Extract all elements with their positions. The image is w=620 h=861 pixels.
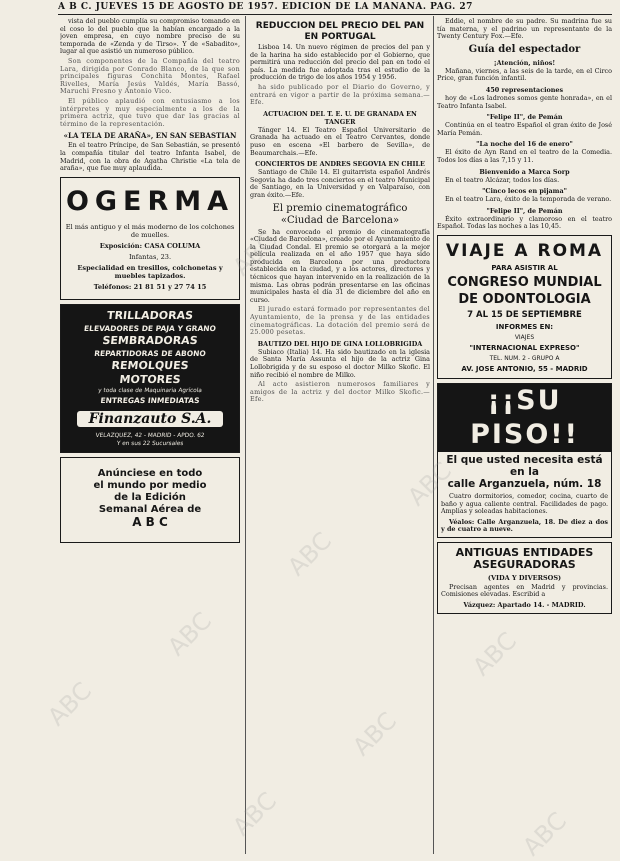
page-header: A B C. JUEVES 15 DE AGOSTO DE 1957. EDICION DE LA MAÑANA. PAG. 27 (58, 2, 473, 12)
listing-text: En el teatro Alcázar, todos los días. (445, 175, 560, 184)
ad-line: (VIDA Y DIVERSOS) (487, 573, 562, 582)
watermark: ABC (282, 526, 337, 582)
article-headline: BAUTIZO DEL HIJO DE GINA LOLLOBRIGIDA (257, 339, 423, 348)
ad-address: Vázquez: Apartado 14. - MADRID. (463, 601, 586, 610)
ad-line: ENTREGAS INMEDIATAS (100, 395, 200, 405)
ad-address: Véalos: Calle Arganzuela, 18. De diez a dos y de cuatro a nueve. (441, 517, 608, 534)
ad-title: ASEGURADORAS (473, 558, 576, 572)
ad-line: Semanal Aérea de (98, 503, 202, 515)
section-title: Guía del espectador (468, 43, 581, 55)
ad-su-piso (437, 383, 612, 538)
article-text: El jurado estará formado por representantes del Ayuntamiento, de la prensa y de las entidades cinematográficas. La dotación del premio será de 25.000 pesetas. (250, 305, 430, 337)
ad-line: de la Edición (114, 491, 186, 503)
ad-line: ELEVADORES DE PAJA Y GRANO (83, 323, 217, 333)
listing-text: El éxito de Ayn Rand en el teatro de la Comedia. Todos los días a las 7,15 y 11. (437, 148, 612, 164)
ad-line: A B C (132, 514, 168, 529)
listing-title: ¡Atención, niños! (493, 58, 556, 67)
article-headline: ACTUACION DEL T. E. U. DE GRANADA EN TANGER (263, 109, 417, 126)
listing-title: "Felipe II", de Pemán (486, 113, 563, 122)
article-text: Tánger 14. El Teatro Español Universitario de Granada ha actuado en el Teatro Cervantes, donde puso en escena «El barbero de Sevilla», de Beaumarchais.—Efe. (250, 125, 430, 157)
listing-text: Continúa en el teatro Español el gran éxito de José María Pemán. (437, 121, 612, 137)
ad-line: MOTORES (118, 372, 182, 386)
finanzauto-logo: Finanzauto S.A. (77, 411, 223, 427)
ad-text: Precisan agentes en Madrid y provincias. Comisiones elevadas. Escribid a (441, 582, 608, 599)
article-text: vista del pueblo cumplía su compromiso tomando en el coso lo del pueblo que la habían encargado a la joven empresa, en cuyo nombre preciso de su temporada de «Zenda y de Tirso». Y de «Sabadito», lugar al que asistió un numeroso público. (60, 18, 240, 56)
ad-aseguradoras (437, 542, 612, 614)
ad-title: VIAJE A ROMA (445, 240, 604, 261)
article-text: El público aplaudió con entusiasmo a los intérpretes y muy especialmente a los de la primera actriz, que tuvo que dar las gracias al término de la representación. (60, 96, 240, 128)
watermark: ABC (517, 806, 572, 861)
listing-text: Mañana, viernes, a las seis de la tarde, en el Circo Price, gran función infantil. (437, 66, 612, 83)
article-text: Subiaco (Italia) 14. Ha sido bautizado en la iglesia de Santa María Assunta el hijo de la actriz Gina Lollobrigida y de su esposo el doctor Milko Skofic. El niño recibió el nombre de Milko. (250, 347, 430, 379)
column-2 (250, 18, 430, 406)
ad-line: VIAJES (514, 333, 535, 341)
ad-line: Exposición: CASA COLUMA (99, 241, 201, 250)
ad-line: Anúnciese en todo (97, 467, 203, 479)
ad-line: TRILLADORAS (106, 308, 194, 322)
ad-phones: Teléfonos: 21 81 51 y 27 74 15 (93, 282, 207, 291)
article-text: Santiago de Chile 14. El guitarrista español Andrés Segovia ha dado tres conciertos en el teatro Municipal de Santiago, en la Universidad y en Valparaíso, con gran éxito.—Efe. (250, 168, 430, 199)
column-3 (437, 18, 612, 618)
listing-text: Éxito extraordinario y clamoroso en el teatro Español. Todas las noches a las 10,45. (437, 214, 612, 231)
listing-title: "Cinco lecos en pijama" (482, 187, 567, 196)
column-divider-1 (245, 16, 246, 854)
ad-address: AV. JOSE ANTONIO, 55 - MADRID (461, 364, 588, 373)
column-divider-2 (433, 16, 434, 854)
ad-line: El que usted necesita está en la (446, 453, 603, 478)
article-text: ha sido publicado por el Diario do Governo, y entrará en vigor a partir de la próxima semana.—Efe. (250, 82, 430, 107)
ad-line: y toda clase de Maquinaria Agrícola (97, 387, 203, 394)
ad-title: ANTIGUAS ENTIDADES (455, 545, 594, 559)
ad-line: el mundo por medio (93, 479, 207, 491)
article-text: Eddie, el nombre de su padre. Su madrina fue su tía materna, y el padrino un representante de la Twenty Century Fox.—Efe. (437, 18, 612, 41)
article-text: Son componentes de la Compañía del teatro Lara, dirigida por Conrado Blanco, de la que son principales figuras Conchita Montes, Rafael Rivelles, María Jesús Valdés, María Bassó, Maruchi Fresno y Antonio Vico. (60, 56, 240, 96)
ad-line: PARA ASISTIR AL (491, 263, 558, 272)
ad-line: "INTERNACIONAL EXPRESO" (469, 343, 580, 352)
ad-line: SEMBRADORAS (101, 333, 199, 347)
listing-text: hoy de «Los ladrones somos gente honrada», en el Teatro Infanta Isabel. (437, 93, 612, 110)
listing-text: En el teatro Lara, éxito de la temporada de verano. (445, 195, 612, 204)
watermark: ABC (227, 786, 282, 842)
article-text: Lisboa 14. Un nuevo régimen de precios del pan y de la harina ha sido establecido por el Gobierno, que permitirá una reducción del precio del pan en todo el país. La medida fue adoptada tras el estudio de la producción de trigo de los años 1954 y 1956. (250, 43, 430, 82)
ad-line: REPARTIDORAS DE ABONO (93, 348, 207, 358)
watermark: ABC (347, 706, 402, 762)
article-headline: El premio cinematográfico «Ciudad de Barcelona» (272, 202, 408, 226)
ad-line: calle Arganzuela, núm. 18 (447, 477, 602, 490)
ad-line: Y en sus 22 Sucursales (116, 440, 184, 447)
ad-finanzauto (60, 304, 240, 453)
article-text: Se ha convocado el premio de cinematografía «Ciudad de Barcelona», creado por el Ayuntamiento de la Ciudad Condal. El premio se otorgará a la mejor película realizada en el año 1957 que haya sido producida en Barcelona por una productora establecida en la ciudad, y a los actores, directores y técnicos que hayan intervenido en la realización de la misma. Las obras podrán presentarse en las oficinas municipales hasta el día 31 de diciembre del año en curso. (250, 227, 430, 304)
listing-title: 450 representaciones (485, 85, 564, 94)
ad-address: VELAZQUEZ, 42 - MADRID - APDO. 62 (95, 432, 205, 439)
article-text: En el teatro Príncipe, de San Sebastián, se presentó la compañía titular del teatro Infanta Isabel, de Madrid, con la obra de Agatha Christie «La tela de araña», que fue muy aplaudida. (60, 141, 240, 173)
listing-title: "Felipe II", de Pemán (486, 206, 563, 215)
ad-line: INFORMES EN: (495, 322, 554, 331)
article-headline: CONCIERTOS DE ANDRES SEGOVIA EN CHILE (255, 160, 425, 169)
column-1 (60, 18, 240, 547)
article-headline: «LA TELA DE ARAÑA», EN SAN SEBASTIAN (63, 131, 237, 141)
listing-title: Bienvenido a Marca Sorp (479, 167, 570, 176)
listing-title: "La noche del 16 de enero" (476, 140, 573, 149)
watermark: ABC (467, 626, 522, 682)
ad-line: TEL. NUM. 2 - GRUPO A (489, 354, 560, 362)
watermark: ABC (162, 606, 217, 662)
header-rule (58, 14, 612, 15)
ad-title: ¡¡SU PISO!! (438, 384, 611, 452)
article-headline: REDUCCION DEL PRECIO DEL PAN EN PORTUGAL (255, 21, 425, 42)
ad-viaje-roma (437, 235, 612, 379)
ad-ogerma (60, 177, 240, 300)
ad-dates: 7 AL 15 DE SEPTIEMBRE (467, 309, 582, 320)
ad-line: CONGRESO MUNDIAL (447, 274, 602, 290)
ad-edicion-aerea (60, 457, 240, 543)
watermark: ABC (42, 676, 97, 732)
ad-text: Cuatro dormitorios, comedor, cocina, cuarto de baño y agua caliente central. Facilidades de pago. Amplias y soleadas habitaciones. (441, 491, 608, 516)
ad-line: Infantas, 23. (128, 252, 172, 261)
ad-brand: OGERMA (65, 185, 235, 217)
ad-line: DE ODONTOLOGIA (458, 291, 591, 307)
ad-line: REMOLQUES (110, 358, 190, 372)
watermark: ABC (227, 226, 282, 282)
ad-line: Especialidad en tresillos, colchonetas y muebles tapizados. (77, 263, 223, 280)
ad-line: El más antiguo y el más moderno de los colchones de muelles. (65, 222, 235, 239)
watermark: ABC (402, 456, 457, 512)
article-text: Al acto asistieron numerosos familiares y amigos de la actriz y del doctor Milko Skofic.—Efe. (250, 380, 430, 404)
